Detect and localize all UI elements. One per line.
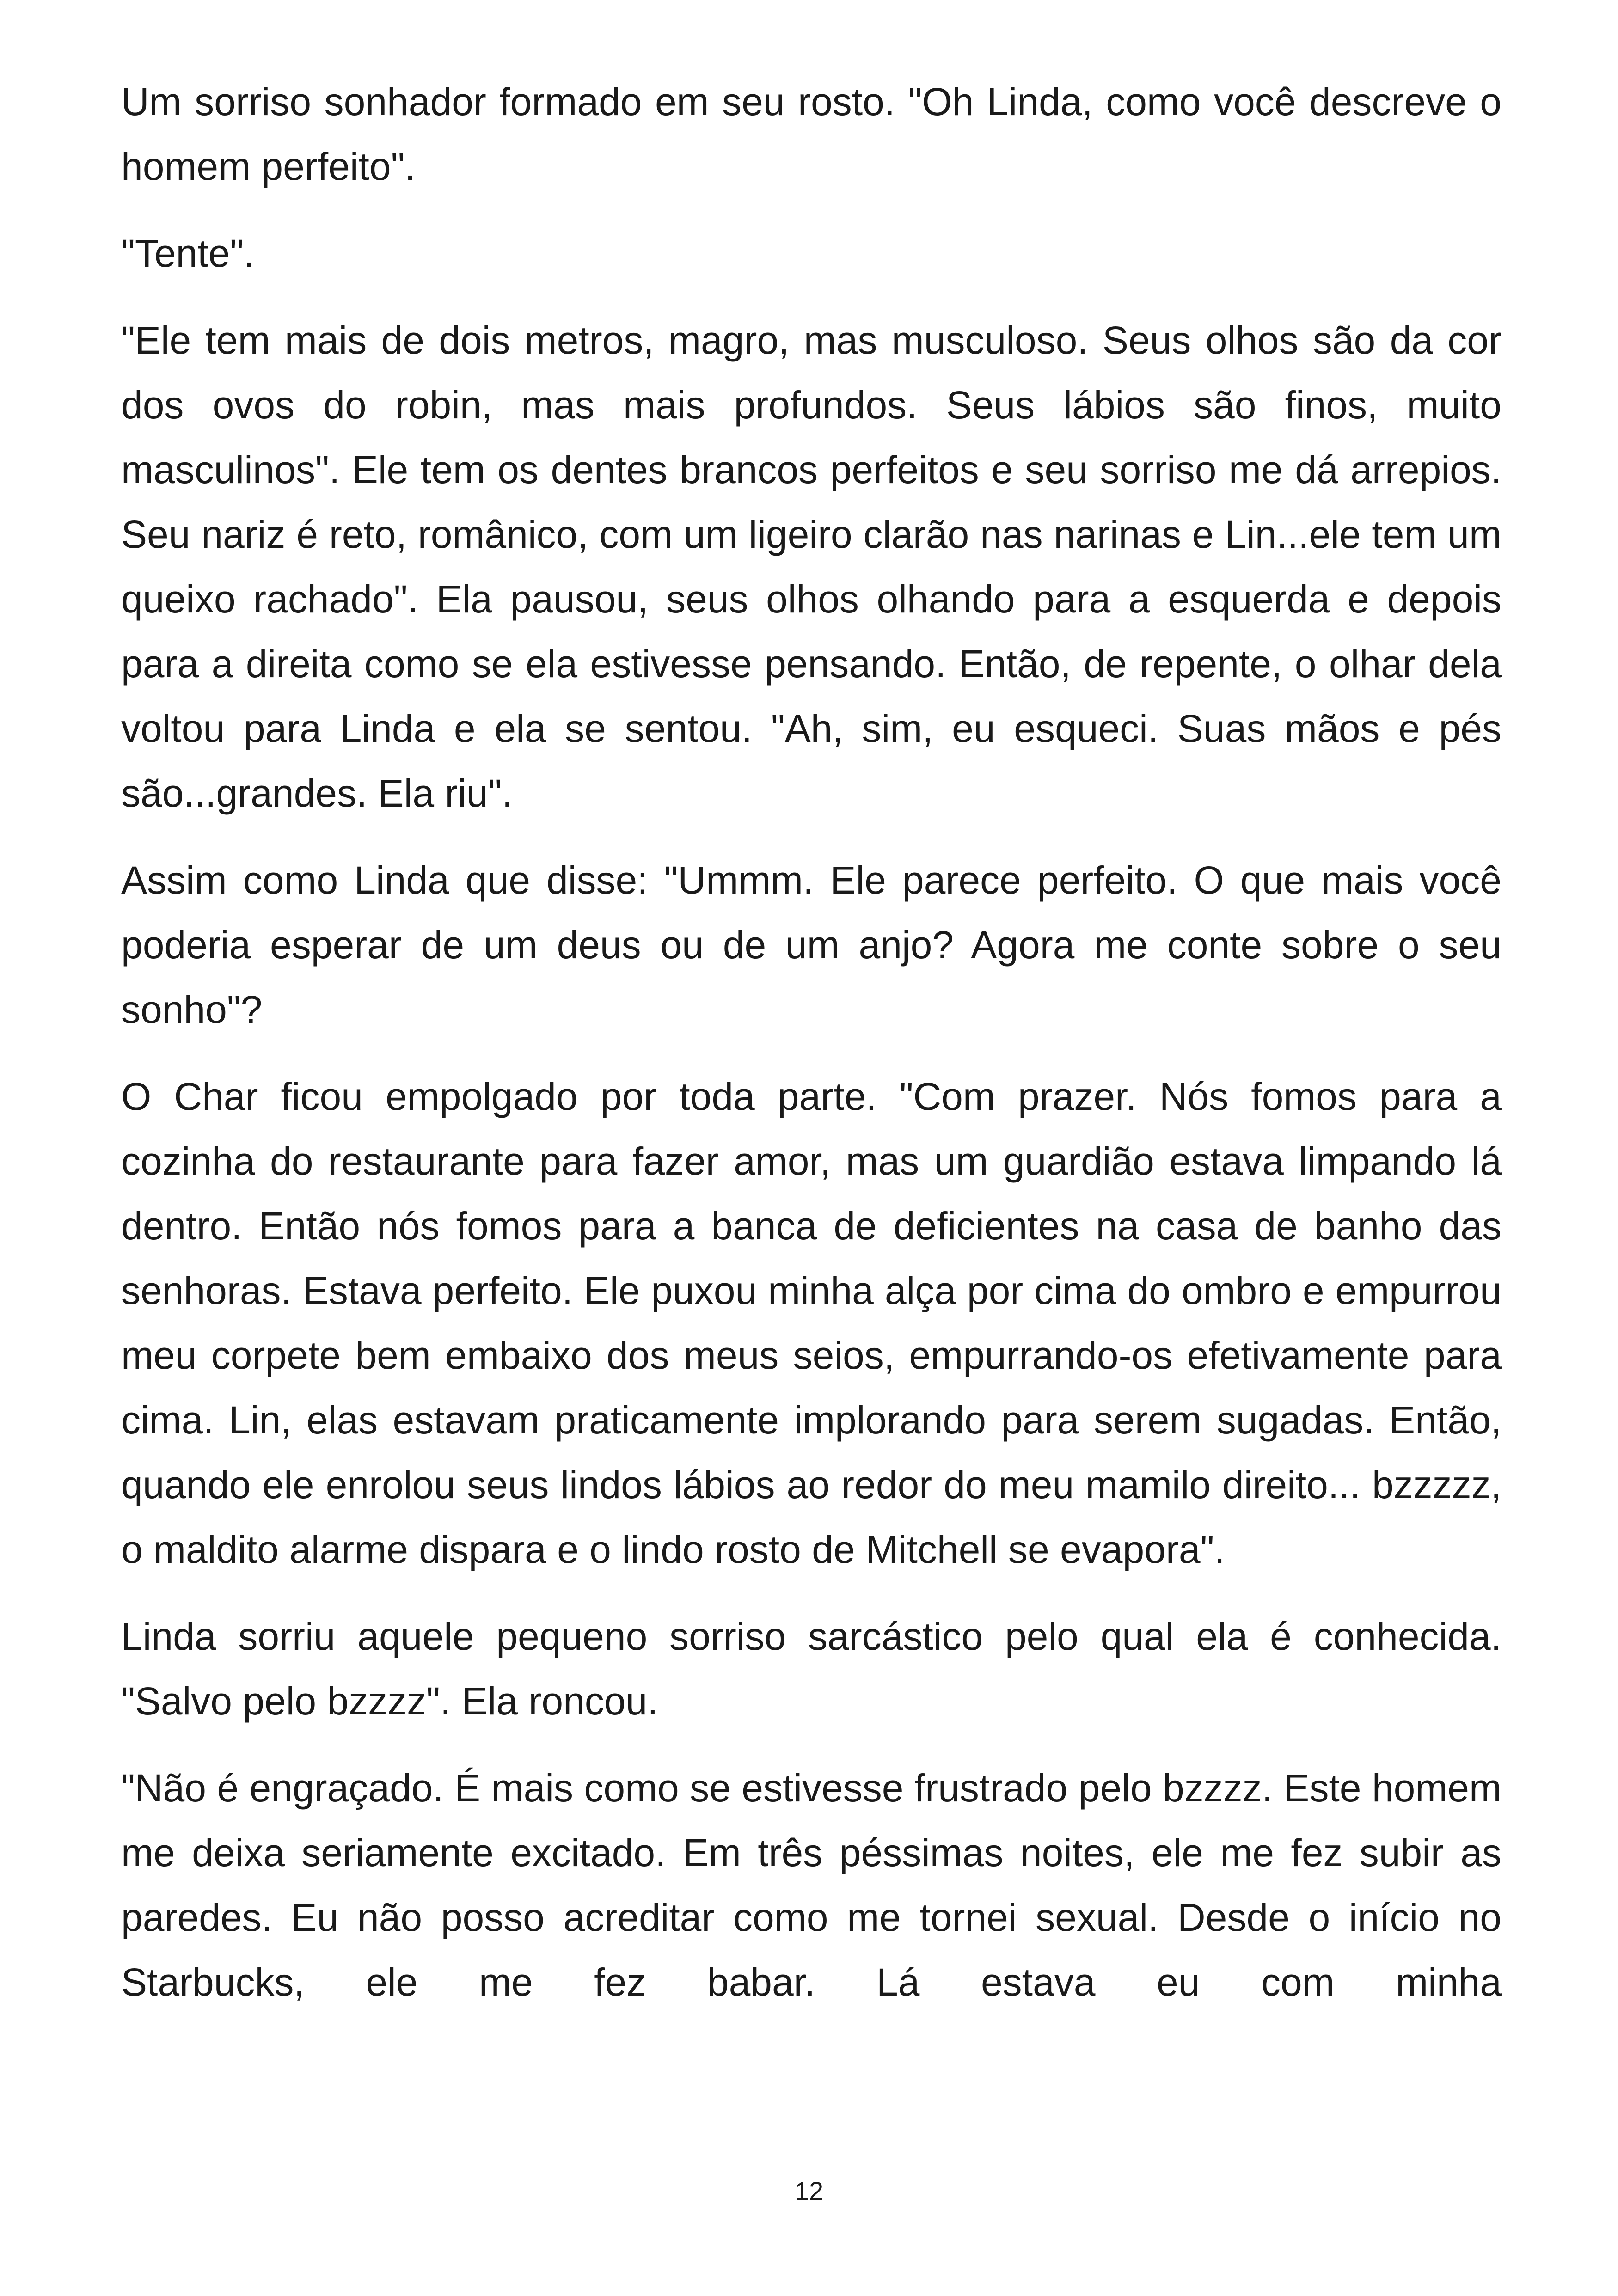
paragraph-1: Um sorriso sonhador formado em seu rosto. "Oh Linda, como você descreve o homem perfeito". [121,80,1502,188]
paragraph-7: "Não é engraçado. É mais como se estivesse frustrado pelo bzzzz. Este homem me deixa seriamente excitado. Em três péssimas noites, ele me fez subir as paredes. Eu não posso acreditar como me tornei sexual. Desde o início no Starbucks, ele me fez babar. Lá estava eu com minha [121,1766,1502,2004]
paragraph-3: "Ele tem mais de dois metros, magro, mas musculoso. Seus olhos são da cor dos ovos do robin, mas mais profundos. Seus lábios são finos, muito masculinos". Ele tem os dentes brancos perfeitos e seu sorriso me dá arrepios. Seu nariz é reto, românico, com um ligeiro clarão nas narinas e Lin...ele tem um queixo rachado". Ela pausou, seus olhos olhando para a esquerda e depois para a direita como se ela estivesse pensando. Então, de repente, o olhar dela voltou para Linda e ela se sentou. "Ah, sim, eu esqueci. Suas mãos e pés são...grandes. Ela riu". [121,318,1502,815]
paragraph-6: Linda sorriu aquele pequeno sorriso sarcástico pelo qual ela é conhecida. "Salvo pelo bzzzz". Ela roncou. [121,1615,1502,1723]
paragraph-2: "Tente". [121,232,255,275]
page-number: 12 [794,2176,824,2205]
body-text [121,69,1502,2037]
paragraph-4: Assim como Linda que disse: "Ummm. Ele parece perfeito. O que mais você poderia esperar de um deus ou de um anjo? Agora me conte sobre o seu sonho"? [121,858,1502,1031]
paragraph-5: O Char ficou empolgado por toda parte. "Com prazer. Nós fomos para a cozinha do restaurante para fazer amor, mas um guardião estava limpando lá dentro. Então nós fomos para a banca de deficientes na casa de banho das senhoras. Estava perfeito. Ele puxou minha alça por cima do ombro e empurrou meu corpete bem embaixo dos meus seios, empurrando-os efetivamente para cima. Lin, elas estavam praticamente implorando para serem sugadas. Então, quando ele enrolou seus lindos lábios ao redor do meu mamilo direito... bzzzzz, o maldito alarme dispara e o lindo rosto de Mitchell se evapora". [121,1075,1502,1571]
